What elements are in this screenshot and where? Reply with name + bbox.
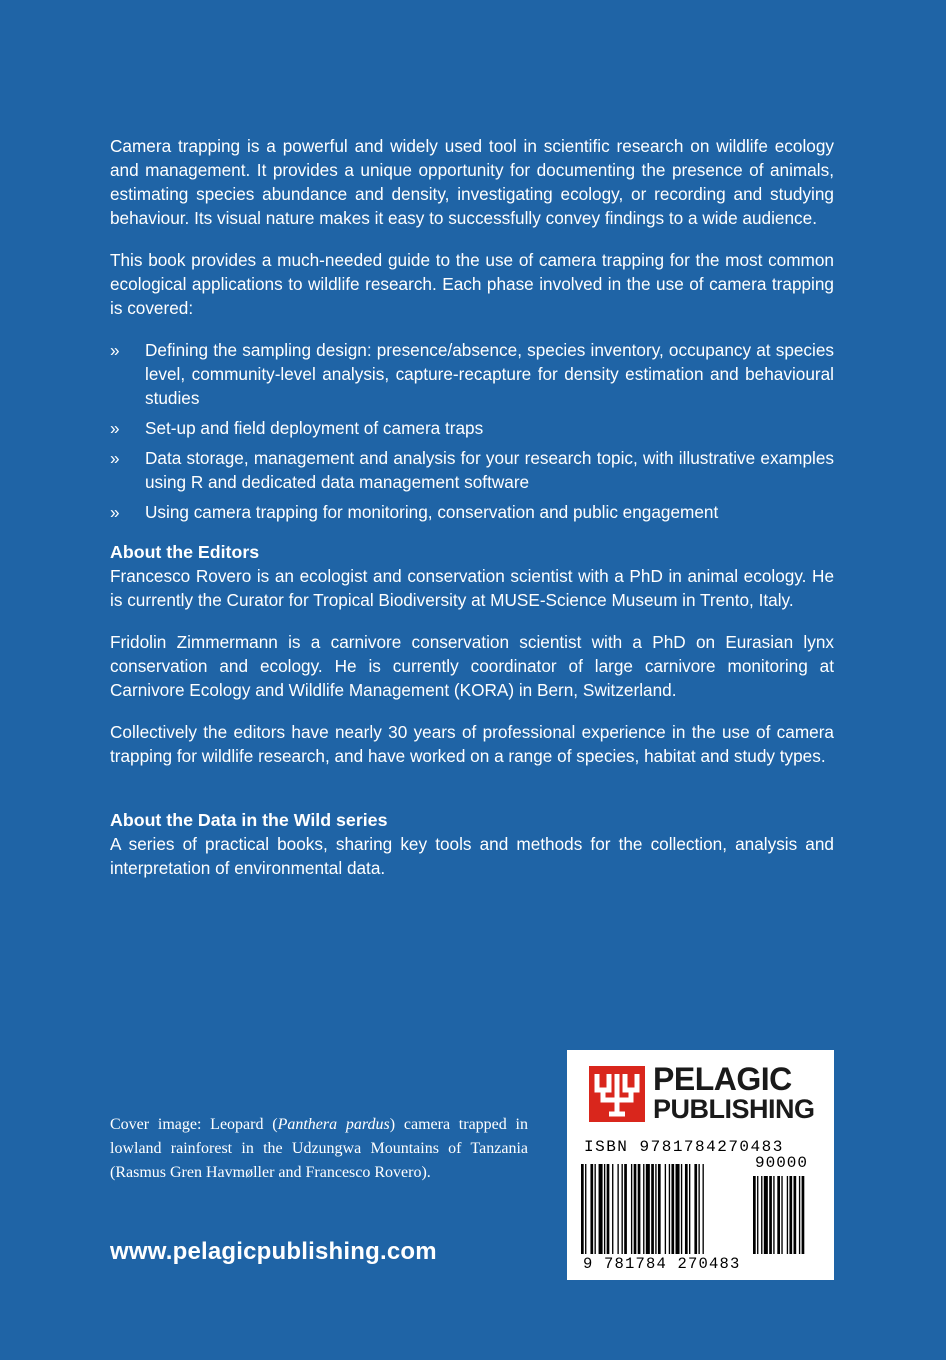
bullet-marker: » bbox=[110, 418, 120, 438]
bullet-marker: » bbox=[110, 340, 120, 360]
publisher-website: www.pelagicpublishing.com bbox=[110, 1238, 437, 1265]
editor-bio-rovero: Francesco Rovero is an ecologist and conservation scientist with a PhD in animal ecology. He is currently the Curator for Tropical Biodiversity at MUSE-Science Museum in Trento, Italy. bbox=[110, 566, 834, 610]
pelagic-logo-icon bbox=[589, 1066, 645, 1122]
cover-image-credit: Cover image: Leopard (Panthera pardus) camera trapped in lowland rainforest in the Udzungwa Mountains of Tanzania (Rasmus Gren Havmøller and Francesco Rovero). bbox=[110, 1116, 528, 1181]
species-name: Panthera pardus bbox=[277, 1116, 390, 1133]
publisher-name-line1: PELAGIC bbox=[653, 1061, 792, 1097]
bullet-marker: » bbox=[110, 448, 120, 468]
editors-heading: About the Editors bbox=[110, 542, 260, 562]
bullet-marker: » bbox=[110, 502, 120, 522]
barcode-panel bbox=[567, 1050, 834, 1280]
intro-paragraph-1: Camera trapping is a powerful and widely used tool in scientific research on wildlife ecology and management. It provides a unique opportunity for documenting the presence of animals, estimating species abundance and density, investigating ecology, or recording and studying behaviour. Its visual nature makes it easy to successfully convey findings to a wide audience. bbox=[110, 136, 834, 228]
phase-list bbox=[110, 338, 834, 524]
list-item: » Defining the sampling design: presence/absence, species inventory, occupancy at species level, community-level analysis, capture-recapture for density estimation and behavioural studies bbox=[110, 340, 834, 408]
series-heading: About the Data in the Wild series bbox=[110, 810, 388, 830]
intro-paragraph-2: This book provides a much-needed guide to the use of camera trapping for the most common ecological applications to wildlife research. Each phase involved in the use of camera trapping is covered: bbox=[110, 250, 834, 318]
isbn-label: ISBN 9781784270483 bbox=[584, 1138, 784, 1156]
back-cover-text bbox=[110, 134, 834, 880]
editor-bio-zimmermann: Fridolin Zimmermann is a carnivore conservation scientist with a PhD on Eurasian lynx conservation and ecology. He is currently coordinator of large carnivore monitoring at Carnivore Ecology and Wildlife Management (KORA) in Bern, Switzerland. bbox=[110, 632, 834, 700]
barcode bbox=[581, 1164, 821, 1260]
editors-experience: Collectively the editors have nearly 30 years of professional experience in the use of camera trapping for wildlife research, and have worked on a range of species, habitat and study types. bbox=[110, 722, 834, 766]
list-item: » Using camera trapping for monitoring, conservation and public engagement bbox=[110, 502, 719, 522]
price-addon: 90000 bbox=[755, 1154, 809, 1172]
list-item: » Data storage, management and analysis for your research topic, with illustrative examples using R and dedicated data management software bbox=[110, 448, 834, 492]
series-description: A series of practical books, sharing key tools and methods for the collection, analysis and interpretation of environmental data. bbox=[110, 834, 834, 878]
publisher-name-line2: PUBLISHING bbox=[653, 1094, 815, 1124]
list-item: » Set-up and field deployment of camera traps bbox=[110, 418, 484, 438]
ean-digits: 9 781784 270483 bbox=[583, 1255, 741, 1273]
